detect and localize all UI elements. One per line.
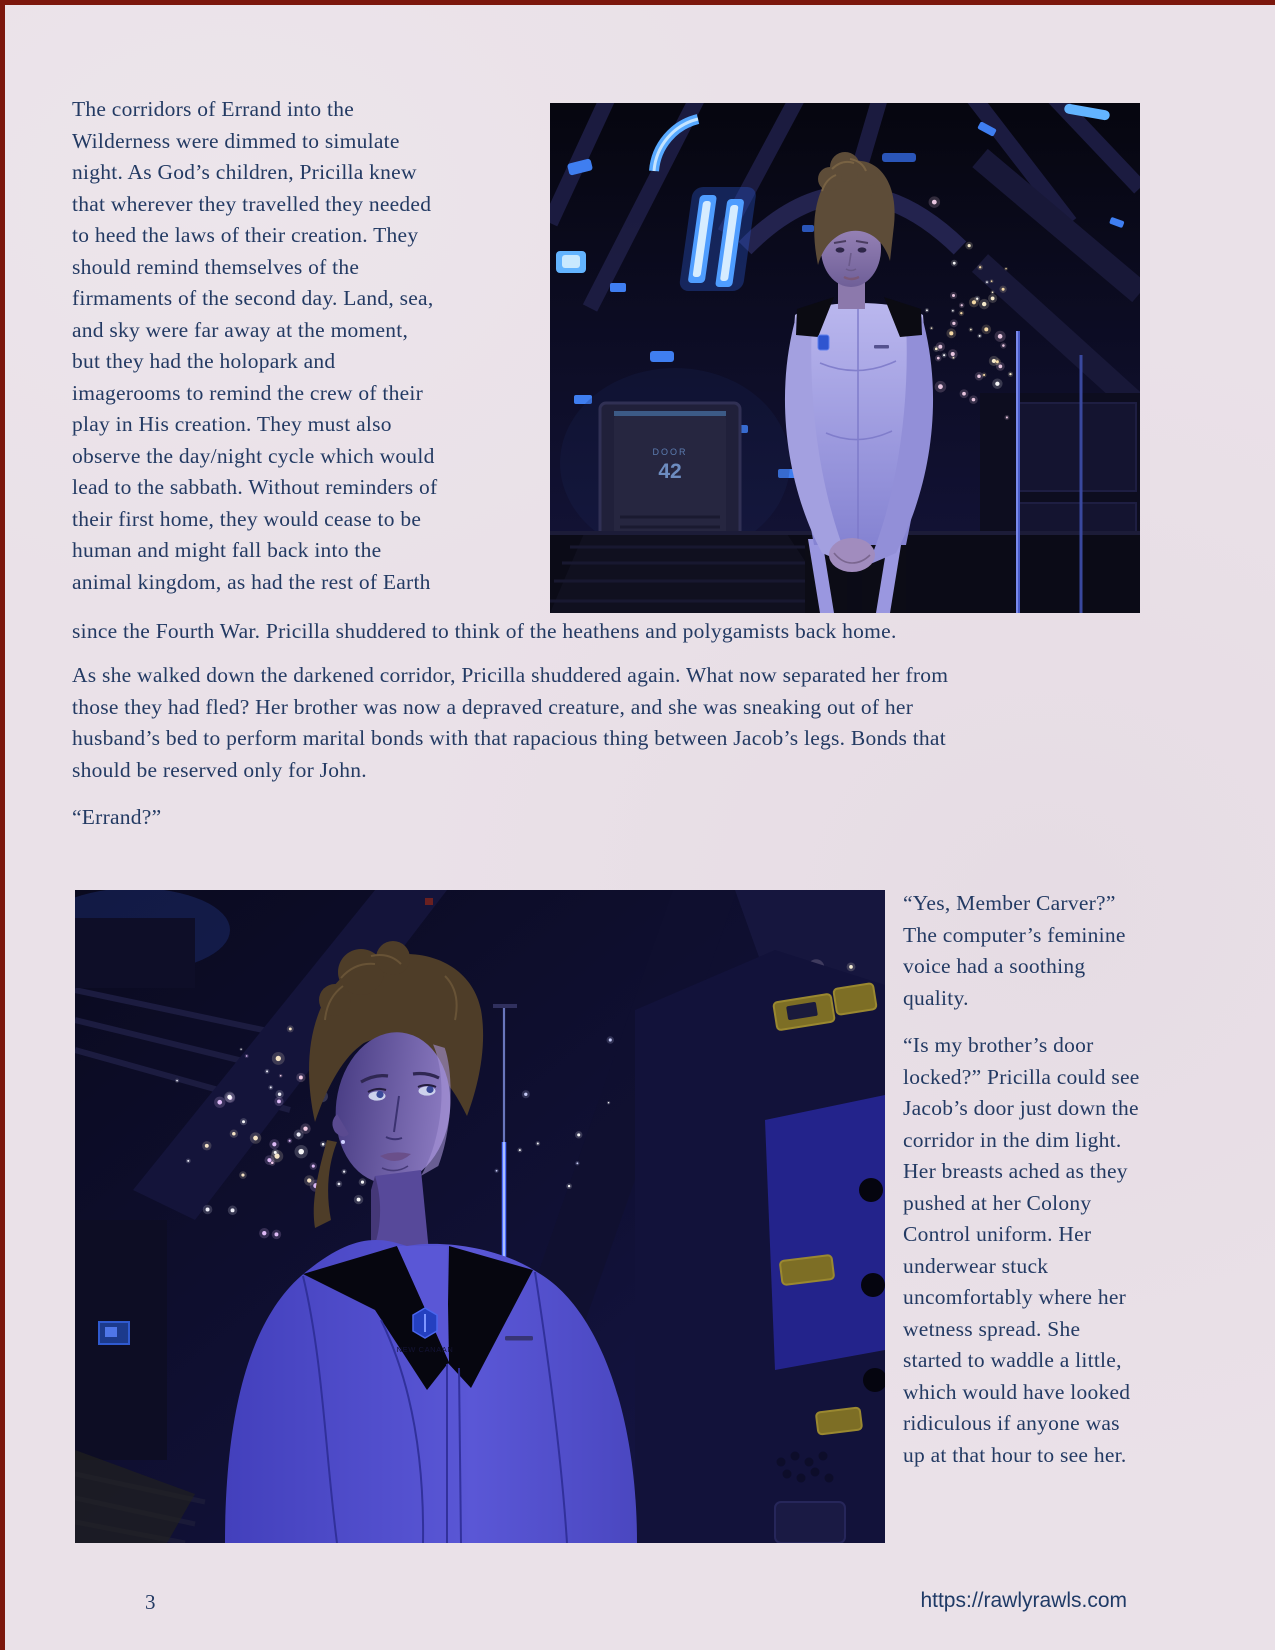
badge-label: NEW CANAAN bbox=[396, 1345, 454, 1354]
right-door-panel bbox=[635, 950, 885, 1543]
page-edge-line-left bbox=[0, 0, 5, 1650]
small-red-light bbox=[425, 898, 433, 905]
story-column-2 bbox=[903, 888, 1153, 1471]
story-paragraph-1: The corridors of Errand into the Wilderness were dimmed to simulate night. As God’s children, Pricilla knew that wherever they travelled they needed to heed the laws of their creation. They should remind themselves of the firmaments of the second day. Land, sea, and sky were far away at the moment, but they had the holopark and imagerooms to remind the crew of their play in His creation. They must also observe the day/night cycle which would lead to the sabbath. Without reminders of their first home, they would cease to be human and might fall back into the animal kingdom, as had the rest of Earth bbox=[72, 97, 438, 594]
story-image-corridor bbox=[550, 103, 1140, 613]
corridor-door bbox=[600, 403, 740, 545]
story-image-closeup bbox=[75, 890, 885, 1543]
story-paragraph-1-tail: since the Fourth War. Pricilla shuddered to think of the heathens and polygamists back home. bbox=[72, 619, 897, 643]
door-number: 42 bbox=[658, 460, 682, 483]
site-url-link[interactable]: https://rawlyrawls.com bbox=[920, 1589, 1127, 1612]
earring bbox=[341, 1140, 345, 1144]
chest-text-mark bbox=[505, 1336, 533, 1341]
story-paragraph-2: As she walked down the darkened corridor, Pricilla shuddered again. What now separated her from those they had fled? Her brother was now a depraved creature, and she was sneaking out of her husband’s bed to perform marital bonds with that rapacious thing between Jacob’s legs. Bonds that should be reserved only for John. bbox=[72, 663, 949, 782]
page-number: 3 bbox=[145, 1590, 156, 1614]
door-label: DOOR bbox=[652, 447, 688, 457]
page-edge-line-top bbox=[0, 0, 1275, 5]
story-paragraph-3: “Errand?” bbox=[72, 805, 162, 829]
chest-badge bbox=[818, 335, 829, 350]
story-paragraph-5: “Is my brother’s door locked?” Pricilla could see Jacob’s door just down the corridor in the dim light. Her breasts ached as they pushed at her Colony Control uniform. Her underwear stuck uncomfortably where her wetness spread. She started to waddle a little, which would have looked ridiculous if anyone was up at that hour to see her. bbox=[903, 1033, 1140, 1467]
story-paragraph-4: “Yes, Member Carver?” The computer’s feminine voice had a soothing quality. bbox=[903, 891, 1126, 1010]
